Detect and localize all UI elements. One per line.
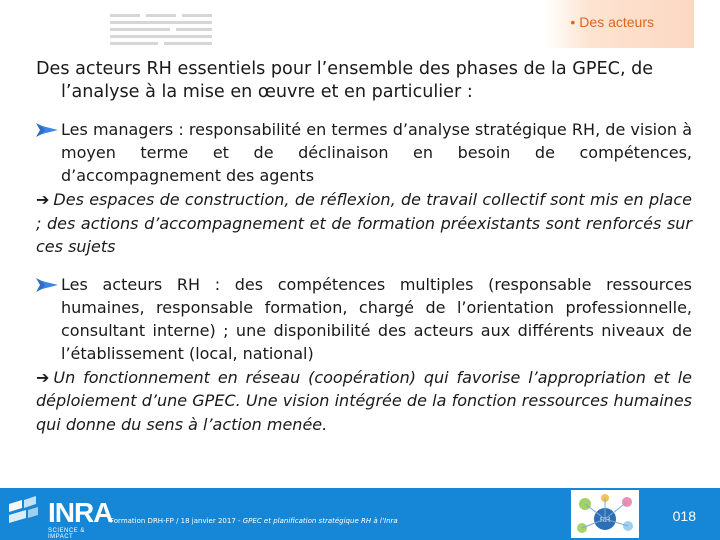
leaf-logo-icon: [6, 494, 40, 534]
bullet-text: Les acteurs RH : des compétences multiples (responsable ressources humaines, responsable formation, chargé de l’orientation professionnelle, consultant interne) ; une disponibilité des acteurs aux différents niveaux de l’établissement (local, national): [61, 274, 692, 363]
right-arrow-icon: ➔: [36, 190, 50, 209]
section-tab: [544, 0, 694, 48]
logo-wordmark: INRA: [48, 497, 113, 528]
bullet-text: Les managers : responsabilité en termes d’analyse stratégique RH, de vision à moyen terme et de déclinaison en besoin de compétences, d’accompagnement des agents: [61, 120, 692, 185]
conclusion-text: [36, 188, 692, 259]
footer-bar: [0, 488, 720, 540]
hr-network-image: [571, 490, 639, 538]
slide-heading: Des acteurs RH essentiels pour l’ensemble des phases de la GPEC, de l’analyse à la mise en œuvre et en particulier :: [36, 59, 654, 102]
bullet-item: [36, 118, 692, 187]
section-label: [570, 14, 654, 30]
content-block-hr-actors: [36, 273, 692, 437]
bullet-item: [36, 273, 692, 365]
bullet-dot-icon: •: [570, 14, 576, 30]
conclusion-text: [36, 366, 692, 437]
svg-text:RH: RH: [599, 517, 611, 524]
content-block-managers: [36, 118, 692, 259]
logo-tagline: SCIENCE & IMPACT: [48, 528, 85, 540]
chevron-arrow-icon: [36, 122, 60, 138]
chevron-arrow-icon: [36, 277, 60, 293]
section-label-text: Des acteurs: [579, 14, 654, 30]
page-number: 018: [672, 508, 696, 524]
main-content: [36, 58, 692, 436]
conclusion-period: .: [322, 414, 328, 434]
rh-diagram-thumbnail: [571, 490, 639, 538]
footer-caption-prefix: Formation DRH-FP / 18 janvier 2017 -: [110, 517, 243, 525]
header-decoration: [110, 12, 215, 52]
footer-caption-title: GPEC et planification stratégique RH à l’Inra: [242, 517, 398, 525]
right-arrow-icon: ➔: [36, 367, 50, 387]
footer-caption: [110, 516, 455, 526]
conclusion-text-body: Des espaces de construction, de réflexion, de travail collectif sont mis en place ; des actions d’accompagnement et de formation préexistants sont renforcés sur ces sujets: [36, 190, 692, 256]
inra-logo: [6, 494, 113, 540]
conclusion-text-body: Un fonctionnement en réseau (coopération) qui favorise l’appropriation et le déploiement d’une GPEC. Une vision intégrée de la fonction ressources humaines qui donne du sens à l’action menée: [36, 367, 692, 434]
